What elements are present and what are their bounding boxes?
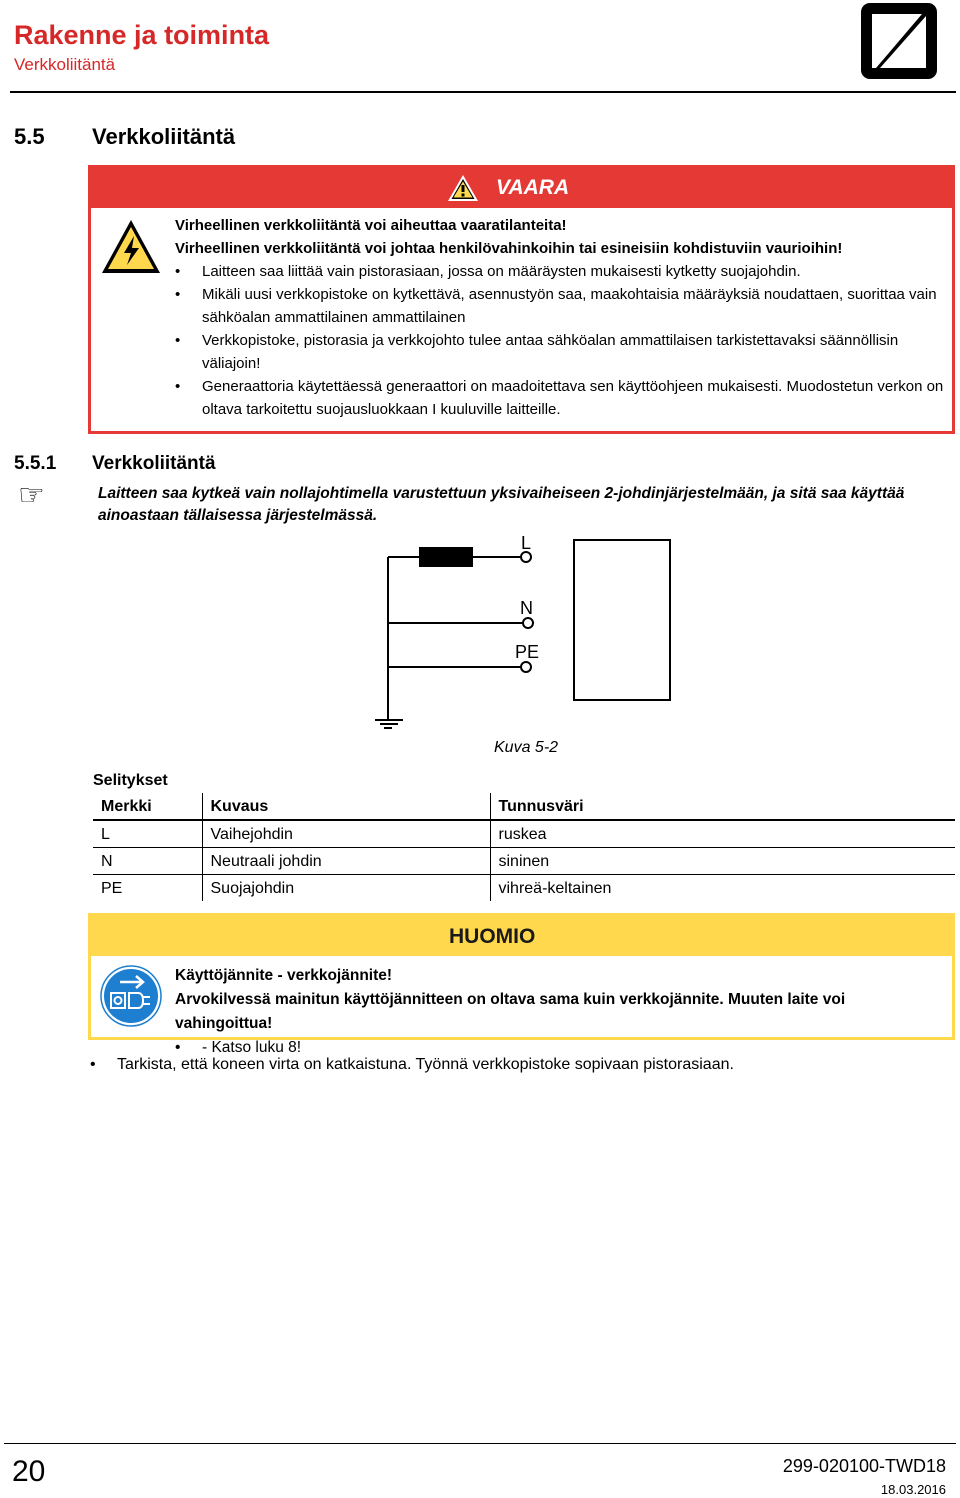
device-box <box>574 540 670 700</box>
document-date: 18.03.2016 <box>880 1482 946 1497</box>
instruction-list <box>90 1056 734 1074</box>
list-item: • Laitteen saa liittää vain pistorasiaan, jossa on määräysten mukaisesti kytketty suojajohdin. <box>175 260 944 283</box>
notice-header <box>91 916 952 956</box>
label-n: N <box>520 598 533 618</box>
page-header-title: Rakenne ja toiminta <box>14 20 270 50</box>
cell-mark: N <box>93 847 202 874</box>
list-item: • Generaattoria käytettäessä generaattori on maadoitettava sen käyttöohjeen mukaisesti. Muodostetun verkon on oltava tarkoitettu suojausluokkaan I kuuluville laitteille. <box>175 375 944 421</box>
list-item: • - Katso luku 8! <box>175 1036 944 1060</box>
danger-list <box>175 260 944 421</box>
subsection-heading <box>14 453 216 475</box>
danger-lead-1: Virheellinen verkkoliitäntä voi aiheuttaa vaaratilanteita! <box>175 217 567 234</box>
section-heading <box>14 124 235 150</box>
table-header-row <box>93 793 955 820</box>
cell-color: sininen <box>490 847 955 874</box>
header-desc: Kuvaus <box>202 793 490 820</box>
notice-label: HUOMIO <box>449 925 536 948</box>
cell-desc: Vaihejohdin <box>202 820 490 847</box>
label-l: L <box>521 533 532 553</box>
label-pe: PE <box>515 642 540 662</box>
legend-table <box>93 793 955 901</box>
cell-mark: PE <box>93 874 202 901</box>
header-divider <box>10 91 956 93</box>
danger-body <box>175 214 944 421</box>
page-header-subtitle: Verkkoliitäntä <box>14 55 116 74</box>
notice-box <box>88 913 955 1056</box>
table-row <box>93 874 955 901</box>
brand-logo-icon <box>860 2 938 80</box>
cell-color: vihreä-keltainen <box>498 880 612 897</box>
terminal-l <box>521 552 531 562</box>
danger-label: VAARA <box>496 176 570 199</box>
cell-desc: Neutraali johdin <box>202 847 490 874</box>
header-color: Tunnusväri <box>490 793 955 820</box>
table-row <box>93 847 955 874</box>
pointing-hand-icon: ☞ <box>18 479 45 512</box>
header-mark: Merkki <box>93 793 202 820</box>
terminal-pe <box>521 662 531 672</box>
notice-body <box>175 964 944 1060</box>
list-item: • Mikäli uusi verkkopistoke on kytkettävä, asennustyön saa, maakohtaisia määräyksiä noudattaen, suorittaa vain sähköalan ammattilainen ammattilainen <box>175 283 944 329</box>
document-number: 299-020100-TWD18 <box>782 1456 946 1476</box>
wiring-diagram <box>340 530 680 730</box>
danger-lead-2: Virheellinen verkkoliitäntä voi johtaa henkilövahinkoihin tai esineisiin kohdistuviin vaurioihin! <box>175 240 843 257</box>
note-text: Laitteen saa kytkeä vain nollajohtimella varustettuun yksivaiheiseen 2-johdinjärjestelmään, ja sitä saa käyttää ainoastaan tällaisessa järjestelmässä. <box>98 485 905 524</box>
cell-color: ruskea <box>490 820 955 847</box>
footer-divider <box>4 1443 956 1444</box>
section-title: Verkkoliitäntä <box>92 124 236 149</box>
list-item: • Verkkopistoke, pistorasia ja verkkojohto tulee antaa sähköalan ammattilaisen tarkistettavaksi säännöllisin väliajoin! <box>175 329 944 375</box>
page-number: 20 <box>12 1455 46 1488</box>
subsection-title: Verkkoliitäntä <box>92 453 216 474</box>
instruction-item: • Tarkista, että koneen virta on katkaistuna. Työnnä verkkopistoke sopivaan pistorasiaan. <box>90 1056 734 1074</box>
section-number: 5.5 <box>14 124 45 149</box>
danger-header <box>91 168 952 208</box>
fuse-symbol <box>419 547 473 567</box>
warning-triangle-icon <box>447 173 479 203</box>
plug-info-icon <box>100 965 162 1027</box>
cell-mark: L <box>93 820 202 847</box>
danger-box <box>88 165 955 434</box>
terminal-n <box>523 618 533 628</box>
high-voltage-icon <box>100 218 162 276</box>
notice-lead-1: Käyttöjännite - verkkojännite! <box>175 967 393 984</box>
legend-title: Selitykset <box>93 772 168 789</box>
figure-caption: Kuva 5-2 <box>494 739 559 756</box>
table-row <box>93 820 955 847</box>
notice-lead-2: Arvokilvessä mainitun käyttöjännitteen on oltava sama kuin verkkojännite. Muuten laite voi vahingoittua! <box>175 991 846 1032</box>
ground-symbol <box>375 720 403 728</box>
cell-desc: Suojajohdin <box>202 874 490 901</box>
subsection-number: 5.5.1 <box>14 453 57 474</box>
